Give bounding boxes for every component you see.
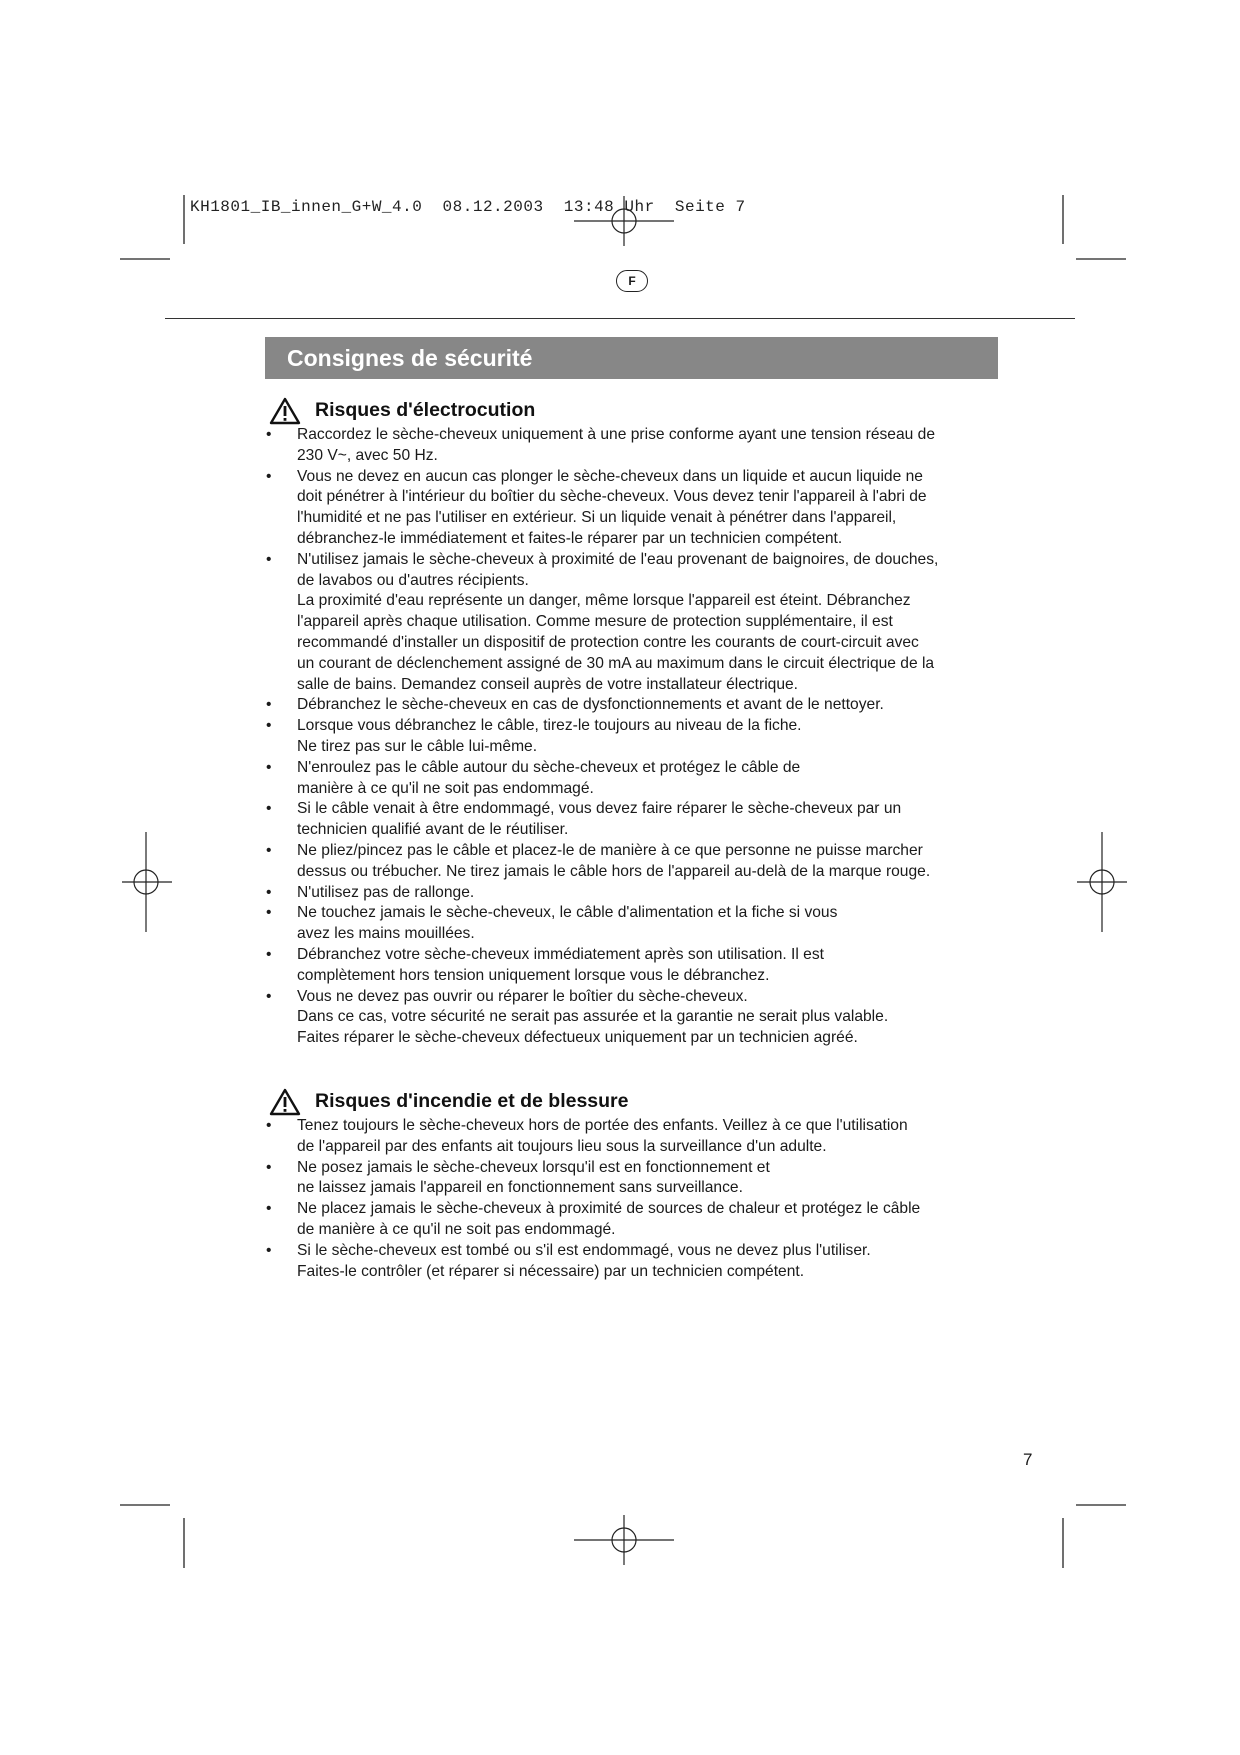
item-text-line: • Tenez toujours le sèche-cheveux hors de portée des enfants. Veillez à ce que l'utilisation [297,1117,908,1134]
section-heading: Risques d'électrocution [315,399,536,421]
list-item [265,425,1005,467]
section-electrocution [265,397,1005,1049]
title-bar [265,337,998,379]
list-item [265,758,1005,800]
item-text-line: débranchez-le immédiatement et faites-le réparer par un technicien compétent. [297,529,843,547]
item-text-line: • Ne pliez/pincez pas le câble et placez-le de manière à ce que personne ne puisse marcher [297,841,923,859]
item-text-line: avez les mains mouillées. [297,925,475,943]
item-text-line: Dans ce cas, votre sécurité ne serait pas assurée et la garantie ne serait plus valable. [297,1008,889,1026]
item-text-line: • Si le câble venait à être endommagé, vous devez faire réparer le sèche-cheveux par un [297,800,902,818]
item-text-line: recommandé d'installer un dispositif de protection contre les courants de court-circuit avec [297,633,919,651]
item-text-line: de l'appareil par des enfants ait toujours lieu sous la surveillance d'un adulte. [297,1137,827,1155]
registration-mark-icon [122,832,172,932]
list-item [265,695,1005,716]
list-item [265,841,1005,883]
list-item [265,467,1005,550]
item-text-line: l'humidité et ne pas l'utiliser en extérieur. Si un liquide venait à pénétrer dans l'appareil, [297,509,897,527]
list-item [265,716,1005,758]
item-text-line: • Ne touchez jamais le sèche-cheveux, le câble d'alimentation et la fiche si vous [297,904,838,922]
page-title: Consignes de sécurité [287,345,533,371]
item-text-line: • Lorsque vous débranchez le câble, tirez-le toujours au niveau de la fiche. [297,717,802,735]
list-item [265,1241,1005,1283]
list-item [265,883,1005,904]
item-text-line: un courant de déclenchement assigné de 30 mA au maximum dans le circuit électrique de la [297,654,935,672]
item-text-line: l'appareil après chaque utilisation. Comme mesure de protection supplémentaire, il est [297,613,893,631]
list-item [265,903,1005,945]
warning-triangle-icon [269,397,301,425]
print-slug: KH1801_IB_innen_G+W_4.0 08.12.2003 13:48 Uhr Seite 7 [190,198,746,216]
item-text-line: • N'utilisez jamais le sèche-cheveux à proximité de l'eau provenant de baignoires, de douches, [297,550,939,568]
item-text-line: • N'enroulez pas le câble autour du sèche-cheveux et protégez le câble de [297,758,801,776]
registration-mark-icon [574,1515,674,1565]
list-item [265,945,1005,987]
item-text-line: Ne tirez pas sur le câble lui-même. [297,737,538,755]
item-text-line: • Vous ne devez pas ouvrir ou réparer le boîtier du sèche-cheveux. [297,987,748,1005]
item-text-line: • Ne placez jamais le sèche-cheveux à proximité de sources de chaleur et protégez le câble [297,1200,921,1218]
item-text-line: • Si le sèche-cheveux est tombé ou s'il est endommagé, vous ne devez plus l'utiliser. [297,1241,871,1259]
item-text-line: • Débranchez le sèche-cheveux en cas de dysfonctionnements et avant de le nettoyer. [297,696,884,714]
bullet-list [265,425,1005,1049]
list-item [265,1199,1005,1241]
item-text-line: Faites-le contrôler (et réparer si nécessaire) par un technicien compétent. [297,1262,805,1280]
list-item [265,1158,1005,1200]
item-text-line: Faites réparer le sèche-cheveux défectueux uniquement par un technicien agréé. [297,1029,858,1047]
registration-mark-icon [1077,832,1127,932]
language-badge: F [616,270,648,292]
item-text-line: technicien qualifié avant de le réutiliser. [297,821,569,839]
list-item [265,799,1005,841]
item-text-line: doit pénétrer à l'intérieur du boîtier du sèche-cheveux. Vous devez tenir l'appareil à l'abri de [297,488,927,506]
section-heading: Risques d'incendie et de blessure [315,1090,629,1112]
section-header [265,397,1005,425]
list-item [265,1116,1005,1158]
item-text-line: • Ne posez jamais le sèche-cheveux lorsqu'il est en fonctionnement et [297,1158,770,1176]
item-text-line: • Débranchez votre sèche-cheveux immédiatement après son utilisation. Il est [297,945,824,963]
item-text-line: 230 V~, avec 50 Hz. [297,446,438,464]
section-header [265,1088,1005,1116]
item-text-line: ne laissez jamais l'appareil en fonctionnement sans surveillance. [297,1179,743,1197]
section-fire-injury [265,1088,1005,1282]
item-text-line: dessus ou trébucher. Ne tirez jamais le câble hors de l'appareil au-delà de la marque rouge. [297,862,931,880]
item-text-line: complètement hors tension uniquement lorsque vous le débranchez. [297,966,770,984]
item-text-line: salle de bains. Demandez conseil auprès de votre installateur électrique. [297,675,799,693]
item-text-line: La proximité d'eau représente un danger, même lorsque l'appareil est éteint. Débranchez [297,592,911,610]
item-text-line: manière à ce qu'il ne soit pas endommagé. [297,779,594,797]
page-number: 7 [1023,1450,1033,1469]
header-rule [165,318,1075,319]
item-text-line: • N'utilisez pas de rallonge. [297,883,475,901]
item-text-line: • Vous ne devez en aucun cas plonger le sèche-cheveux dans un liquide et aucun liquide ne [297,467,923,485]
item-text-line: de manière à ce qu'il ne soit pas endommagé. [297,1220,616,1238]
bullet-list [265,1116,1005,1282]
item-text-line: de lavabos ou d'autres récipients. [297,571,529,589]
item-text-line: • Raccordez le sèche-cheveux uniquement à une prise conforme ayant une tension réseau de [297,426,936,443]
list-item [265,987,1005,1049]
list-item [265,550,1005,696]
warning-triangle-icon [269,1088,301,1116]
